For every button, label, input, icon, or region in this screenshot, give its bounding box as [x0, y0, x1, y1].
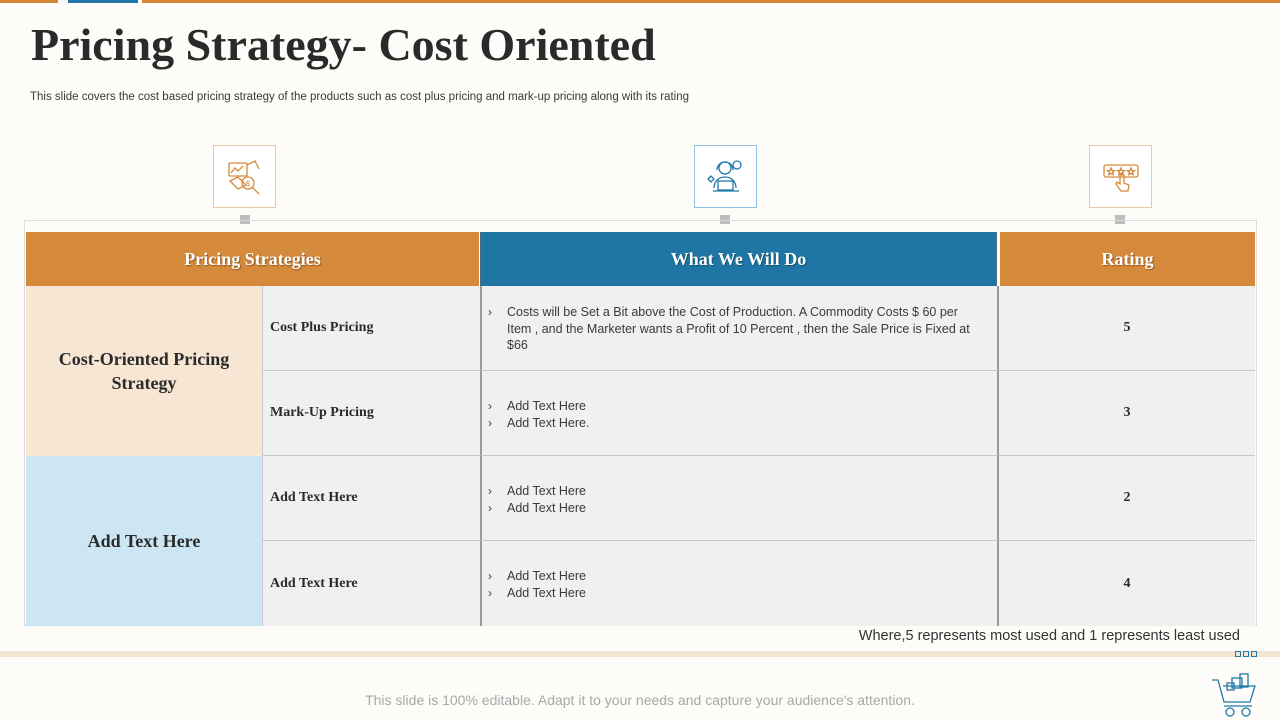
- shopping-cart-icon: [1210, 672, 1262, 720]
- finance-analysis-icon: [213, 145, 276, 208]
- description-text: Add Text Here: [507, 585, 586, 600]
- strategy-description: [480, 541, 999, 626]
- group-label: Add Text Here: [26, 456, 262, 626]
- bullet-chevron-icon: ›: [488, 500, 492, 515]
- top-accent-bar: [0, 0, 1280, 3]
- strategy-description: [480, 456, 999, 541]
- strategy-name: Add Text Here: [262, 541, 480, 626]
- strategy-description: [480, 286, 999, 371]
- description-text: Costs will be Set a Bit above the Cost of Production. A Commodity Costs $ 60 per Item , and the Marketer wants a Profit of 10 Percent , then the Sale Price is Fixed at $66: [507, 305, 970, 352]
- slide-subtitle: This slide covers the cost based pricing strategy of the products such as cost plus pricing and mark-up pricing along with its rating: [30, 91, 690, 103]
- strategy-description: [480, 371, 999, 456]
- rating-value: 3: [999, 371, 1255, 456]
- star-rating-hand-icon: [1089, 145, 1152, 208]
- header-what-we-will-do: What We Will Do: [480, 232, 997, 286]
- strategy-name: Cost Plus Pricing: [262, 286, 480, 371]
- bullet-chevron-icon: ›: [488, 305, 492, 319]
- slide-title: Pricing Strategy- Cost Oriented: [31, 19, 656, 70]
- strategy-name: Add Text Here: [262, 456, 480, 541]
- description-text: Add Text Here: [507, 500, 586, 515]
- strategy-name: Mark-Up Pricing: [262, 371, 480, 456]
- description-text: Add Text Here: [507, 484, 586, 498]
- rating-value: 2: [999, 456, 1255, 541]
- rating-value: 5: [999, 286, 1255, 371]
- bullet-chevron-icon: ›: [488, 569, 492, 583]
- group-label: Cost-Oriented Pricing Strategy: [26, 286, 262, 456]
- person-at-laptop-icon: [694, 145, 757, 208]
- bottom-band: [0, 651, 1280, 657]
- svg-text:$: $: [245, 178, 251, 188]
- bullet-chevron-icon: ›: [488, 399, 492, 413]
- header-rating: Rating: [1000, 232, 1255, 286]
- rating-value: 4: [999, 541, 1255, 626]
- description-text: Add Text Here: [507, 399, 586, 413]
- bullet-chevron-icon: ›: [488, 415, 492, 430]
- rating-note: Where,5 represents most used and 1 represents least used: [858, 628, 1240, 644]
- description-text: Add Text Here: [507, 569, 586, 583]
- header-pricing-strategies: Pricing Strategies: [26, 232, 479, 286]
- bullet-chevron-icon: ›: [488, 484, 492, 498]
- footer-text: This slide is 100% editable. Adapt it to your needs and capture your audience's attention.: [365, 692, 915, 708]
- description-text: Add Text Here.: [507, 415, 590, 430]
- pagination-dots-icon: [1235, 651, 1257, 657]
- bullet-chevron-icon: ›: [488, 585, 492, 600]
